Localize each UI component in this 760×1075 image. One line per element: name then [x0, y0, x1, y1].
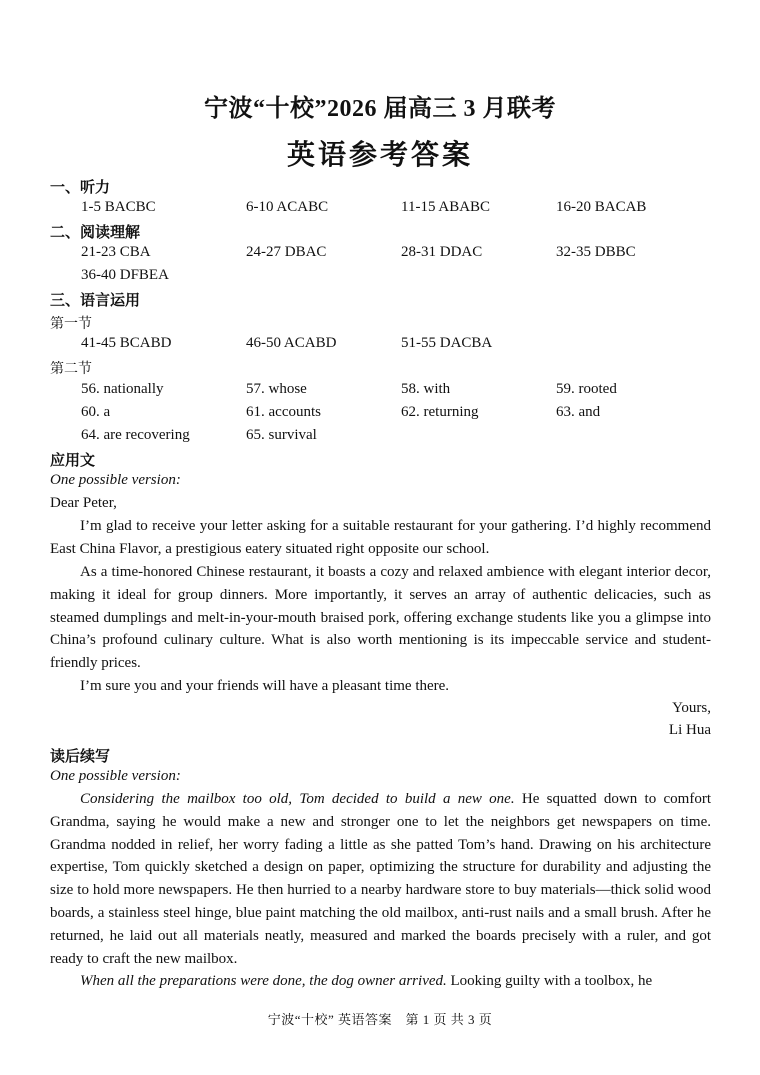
answer-group: 24-27 DBAC [246, 244, 327, 260]
answer-group: 21-23 CBA [81, 244, 151, 260]
letter-paragraph: As a time-honored Chinese restaurant, it boasts a cozy and relaxed ambience with elegant interior decor, making it ideal for group dinners. More importantly, it serves an array of authentic delicacies, such as steamed dumplings and melt-in-your-mouth braised pork, offering exchange students like you a glimpse into China’s profound culinary culture. What is also worth mentioning is its impeccable service and student-friendly prices. [50, 564, 711, 672]
story-paragraph [50, 970, 711, 993]
letter-paragraph: I’m sure you and your friends will have a pleasant time there. [80, 678, 450, 694]
answer-group: 32-35 DBBC [556, 244, 636, 260]
answer-item: 58. with [401, 381, 451, 397]
exam-title: 宁波“十校”2026 届高三 3 月联考 [204, 96, 556, 122]
part-label: 第一节 [50, 316, 92, 332]
paragraph-body: He squatted down to comfort Grandma, saying he would make a new and stronger one to let the neighbors get newspapers on time. Grandma nodded in relief, her worry fading a little as she patted Tom’s hand. Drawing on his architecture expertise, Tom quickly sketched a design on paper, optimizing the structure for durability and adjusting the size to hold more newspapers. He then hurried to a nearby hardware store to buy materials—thick solid wood boards, a stainless steel hinge, blue paint matching the old mailbox, anti-rust nails and a small brush. After he returned, he laid out all materials neatly, measured and marked the boards precisely with a ruler, and got ready to craft the new mailbox. [50, 791, 711, 967]
answer-item: 63. and [556, 404, 601, 420]
answer-group: 46-50 ACABD [246, 335, 337, 351]
letter-paragraph: I’m glad to receive your letter asking for a suitable restaurant for your gathering. I’d highly recommend East China Flavor, a prestigious eatery situated right opposite our school. [50, 518, 711, 557]
answer-item: 56. nationally [81, 381, 164, 397]
answer-group: 11-15 ABABC [401, 199, 491, 215]
answer-item: 57. whose [246, 381, 307, 397]
answer-group: 6-10 ACABC [246, 199, 329, 215]
paragraph-body: Looking guilty with a toolbox, he [446, 973, 653, 989]
letter-closing: Yours, [672, 700, 711, 716]
paragraph-lead-sentence: Considering the mailbox too old, Tom decided to build a new one. [80, 791, 515, 807]
answer-item: 65. survival [246, 427, 317, 443]
story-paragraph [50, 788, 711, 970]
answer-item: 60. a [81, 404, 111, 420]
document-subtitle: 英语参考答案 [286, 140, 473, 171]
letter-greeting: Dear Peter, [50, 495, 117, 511]
section-heading-language-use: 三、语言运用 [50, 291, 141, 309]
paragraph-lead-sentence: When all the preparations were done, the dog owner arrived. [80, 973, 447, 989]
answer-group: 51-55 DACBA [401, 335, 493, 351]
answer-item: 64. are recovering [81, 427, 190, 443]
answer-item: 59. rooted [556, 381, 617, 397]
section-heading-reading: 二、阅读理解 [50, 223, 141, 241]
answer-group: 36-40 DFBEA [81, 267, 169, 283]
answer-group: 28-31 DDAC [401, 244, 483, 260]
section-heading-continuation-writing: 读后续写 [50, 747, 111, 765]
part-label: 第二节 [50, 361, 92, 377]
section-heading-listening: 一、听力 [50, 178, 111, 196]
letter-signature: Li Hua [668, 722, 711, 738]
answer-group: 1-5 BACBC [81, 199, 156, 215]
answer-item: 62. returning [401, 404, 479, 420]
answer-item: 61. accounts [246, 404, 321, 420]
page-footer: 宁波“十校” 英语答案 第 1 页 共 3 页 [267, 1012, 493, 1027]
version-label: One possible version: [50, 768, 181, 784]
answer-group: 41-45 BCABD [81, 335, 172, 351]
version-label: One possible version: [50, 472, 181, 488]
answer-group: 16-20 BACAB [556, 199, 647, 215]
section-heading-practical-writing: 应用文 [50, 451, 96, 469]
